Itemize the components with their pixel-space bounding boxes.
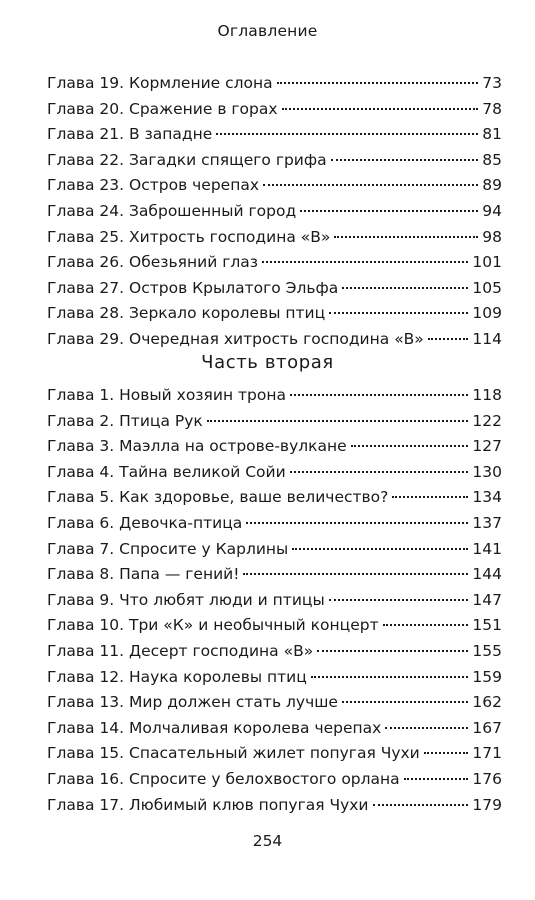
chapter-title: Глава 12. Наука королевы птиц <box>47 667 307 686</box>
chapter-title: Глава 23. Остров черепах <box>47 176 260 195</box>
chapter-page-number: 114 <box>472 329 502 348</box>
toc-part-two <box>47 383 502 818</box>
chapter-title: Глава 25. Хитрость господина «В» <box>47 227 331 246</box>
page-number: 254 <box>252 832 283 850</box>
dot-leader <box>404 778 469 780</box>
chapter-title: Глава 28. Зеркало королевы птиц <box>47 304 326 323</box>
chapter-page-number: 81 <box>482 125 502 144</box>
toc-entry <box>47 537 502 563</box>
dot-leader <box>292 548 468 550</box>
toc-entry <box>47 383 502 409</box>
chapter-title: Глава 14. Молчаливая королева черепах <box>47 718 382 737</box>
chapter-page-number: 167 <box>472 718 502 737</box>
chapter-page-number: 151 <box>472 616 502 635</box>
dot-leader <box>392 496 468 498</box>
dot-leader <box>373 804 469 806</box>
toc-entry <box>47 716 502 742</box>
toc-entry <box>47 327 502 353</box>
dot-leader <box>300 210 478 212</box>
chapter-page-number: 127 <box>472 437 502 456</box>
toc-entry <box>47 511 502 537</box>
dot-leader <box>383 624 469 626</box>
dot-leader <box>290 471 469 473</box>
chapter-title: Глава 6. Девочка-птица <box>47 513 243 532</box>
dot-leader <box>290 394 468 396</box>
dot-leader <box>385 727 468 729</box>
chapter-title: Глава 10. Три «К» и необычный концерт <box>47 616 379 635</box>
dot-leader <box>428 338 469 340</box>
chapter-title: Глава 15. Спасательный жилет попугая Чухи <box>47 744 420 763</box>
chapter-title: Глава 5. Как здоровье, ваше величество? <box>47 488 389 507</box>
chapter-title: Глава 3. Маэлла на острове-вулкане <box>47 437 347 456</box>
chapter-title: Глава 26. Обезьяний глаз <box>47 253 258 272</box>
toc-entry <box>47 690 502 716</box>
dot-leader <box>243 573 468 575</box>
chapter-page-number: 171 <box>472 744 502 763</box>
chapter-title: Глава 1. Новый хозяин трона <box>47 386 286 404</box>
toc-entry <box>47 639 502 665</box>
chapter-title: Глава 17. Любимый клюв попугая Чухи <box>47 795 369 814</box>
chapter-title: Глава 21. В западне <box>47 125 213 144</box>
chapter-page-number: 130 <box>472 462 502 481</box>
part-heading: Часть вторая <box>201 352 334 373</box>
dot-leader <box>317 650 468 652</box>
toc-entry <box>47 97 502 123</box>
chapter-page-number: 162 <box>472 693 502 712</box>
toc-entry <box>47 409 502 435</box>
toc-entry <box>47 485 502 511</box>
chapter-title: Глава 11. Десерт господина «В» <box>47 641 314 660</box>
chapter-title: Глава 24. Заброшенный город <box>47 201 297 220</box>
dot-leader <box>262 261 468 263</box>
toc-entry <box>47 793 502 819</box>
toc-entry <box>47 148 502 174</box>
chapter-page-number: 176 <box>472 769 502 788</box>
chapter-page-number: 105 <box>472 278 502 297</box>
dot-leader <box>342 701 468 703</box>
chapter-page-number: 118 <box>472 386 502 404</box>
dot-leader <box>282 108 479 110</box>
dot-leader <box>311 676 469 678</box>
dot-leader <box>351 445 469 447</box>
toc-entry <box>47 562 502 588</box>
chapter-page-number: 101 <box>472 253 502 272</box>
chapter-page-number: 98 <box>482 227 502 246</box>
dot-leader <box>246 522 468 524</box>
chapter-title: Глава 7. Спросите у Карлины <box>47 539 289 558</box>
toc-entry <box>47 276 502 302</box>
chapter-page-number: 73 <box>482 74 502 92</box>
chapter-page-number: 179 <box>472 795 502 814</box>
toc-entry <box>47 225 502 251</box>
dot-leader <box>207 420 469 422</box>
chapter-title: Глава 29. Очередная хитрость господина «В» <box>47 329 424 348</box>
dot-leader <box>334 236 478 238</box>
chapter-page-number: 137 <box>472 513 502 532</box>
chapter-title: Глава 13. Мир должен стать лучше <box>47 693 338 712</box>
toc-entry <box>47 613 502 639</box>
chapter-title: Глава 20. Сражение в горах <box>47 99 278 118</box>
chapter-title: Глава 9. Что любят люди и птицы <box>47 590 325 609</box>
toc-entry <box>47 122 502 148</box>
chapter-title: Глава 16. Спросите у белохвостого орлана <box>47 769 400 788</box>
toc-entry <box>47 173 502 199</box>
toc-entry <box>47 250 502 276</box>
toc-entry <box>47 767 502 793</box>
toc-entry <box>47 199 502 225</box>
dot-leader <box>342 287 468 289</box>
chapter-page-number: 109 <box>472 304 502 323</box>
dot-leader <box>263 184 478 186</box>
running-head: Оглавление <box>217 22 318 40</box>
chapter-title: Глава 8. Папа — гений! <box>47 565 240 584</box>
dot-leader <box>329 599 469 601</box>
chapter-page-number: 141 <box>472 539 502 558</box>
chapter-page-number: 134 <box>472 488 502 507</box>
chapter-page-number: 89 <box>482 176 502 195</box>
chapter-title: Глава 27. Остров Крылатого Эльфа <box>47 278 339 297</box>
dot-leader <box>277 82 479 84</box>
toc-entry <box>47 301 502 327</box>
dot-leader <box>424 752 469 754</box>
dot-leader <box>216 133 478 135</box>
dot-leader <box>331 159 479 161</box>
chapter-page-number: 85 <box>482 150 502 169</box>
toc-entry <box>47 665 502 691</box>
toc-entry <box>47 460 502 486</box>
toc-entry <box>47 434 502 460</box>
chapter-page-number: 147 <box>472 590 502 609</box>
chapter-page-number: 122 <box>472 411 502 430</box>
toc-entry <box>47 588 502 614</box>
chapter-title: Глава 22. Загадки спящего грифа <box>47 150 327 169</box>
chapter-page-number: 94 <box>482 201 502 220</box>
toc-part-one <box>47 71 502 353</box>
chapter-page-number: 155 <box>472 641 502 660</box>
dot-leader <box>329 312 468 314</box>
chapter-page-number: 78 <box>482 99 502 118</box>
toc-entry <box>47 71 502 97</box>
chapter-title: Глава 2. Птица Рук <box>47 411 203 430</box>
chapter-page-number: 159 <box>472 667 502 686</box>
chapter-title: Глава 4. Тайна великой Сойи <box>47 462 286 481</box>
chapter-title: Глава 19. Кормление слона <box>47 74 273 92</box>
toc-entry <box>47 741 502 767</box>
chapter-page-number: 144 <box>472 565 502 584</box>
